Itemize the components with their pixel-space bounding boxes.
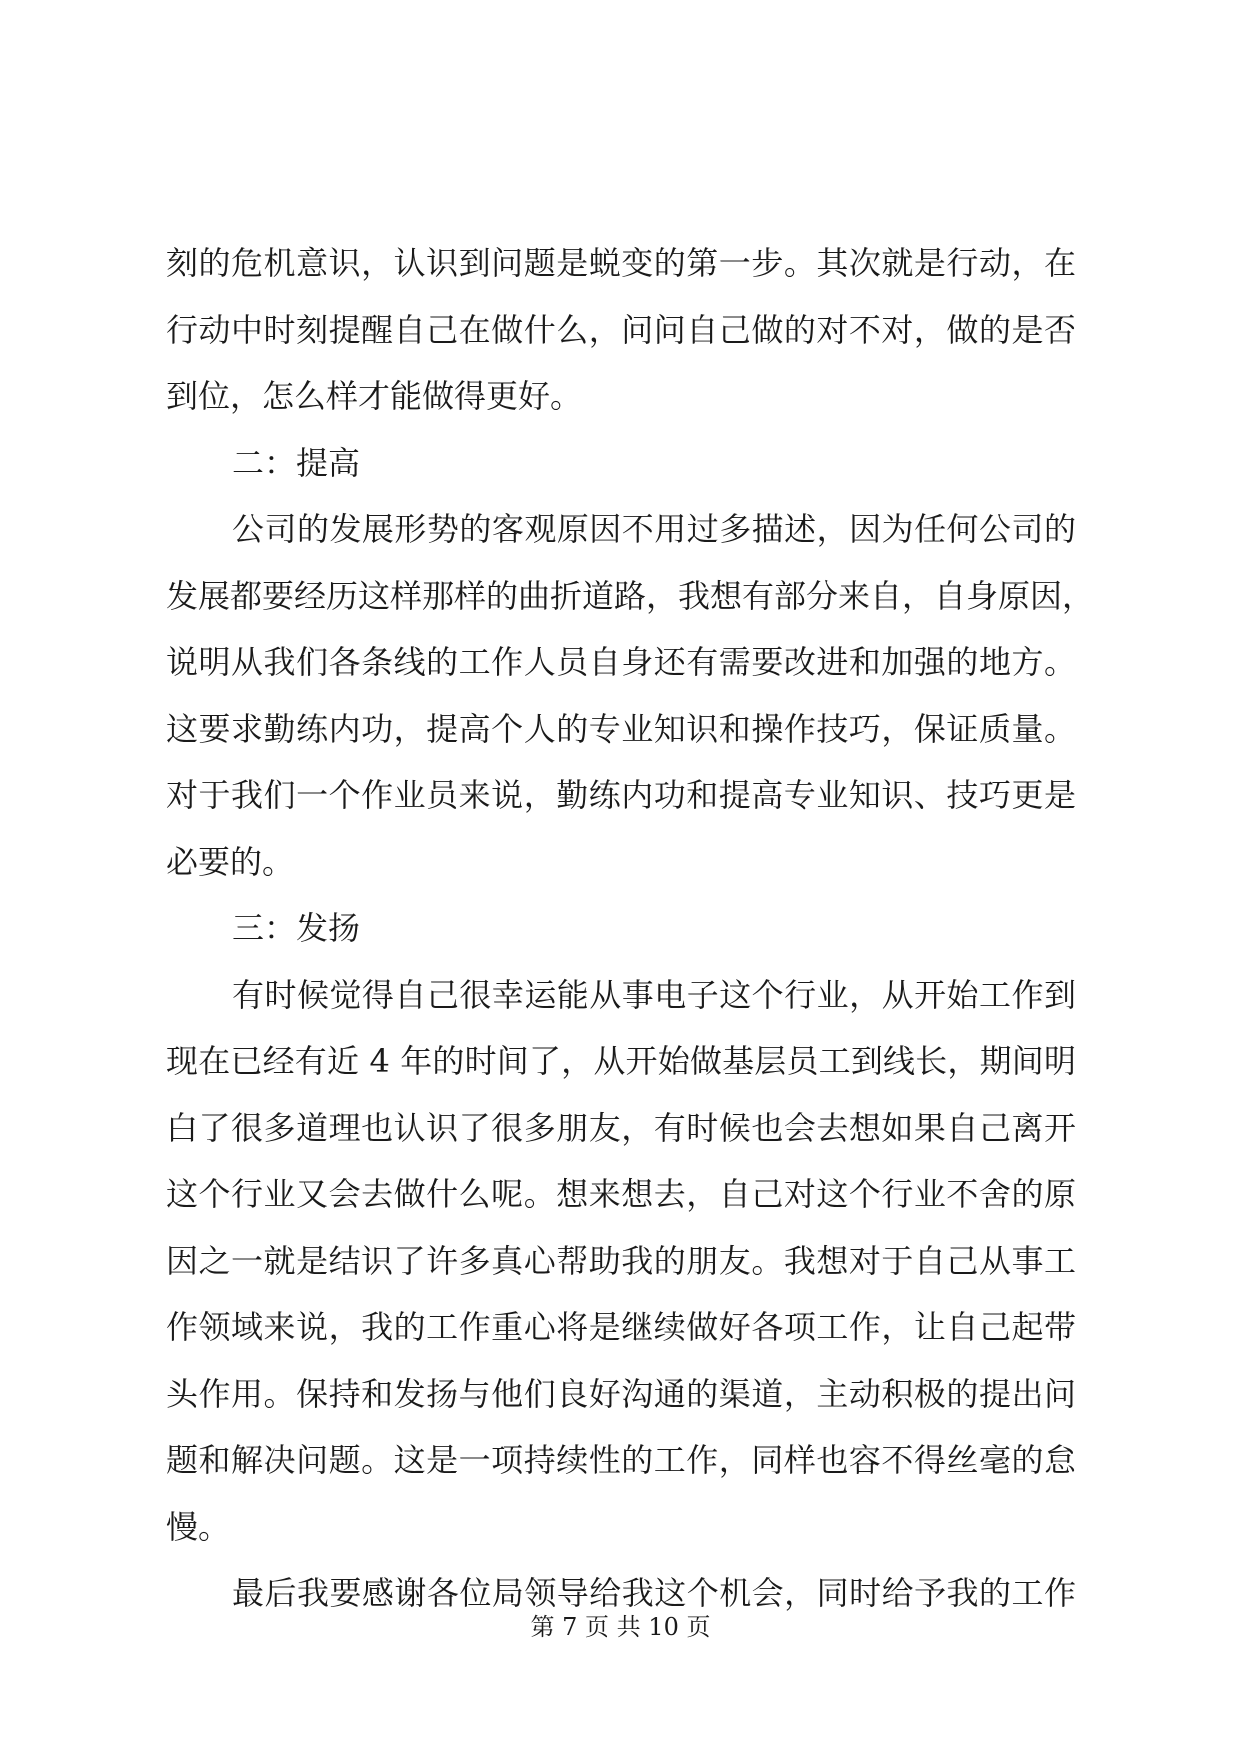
text-line: 白了很多道理也认识了很多朋友，有时候也会去想如果自己离开 (166, 1108, 1076, 1147)
page-number-label: 第 7 页 共 10 页 (530, 1613, 711, 1641)
text-line: 行动中时刻提醒自己在做什么，问问自己做的对不对，做的是否 (166, 310, 1076, 349)
text-line: 说明从我们各条线的工作人员自身还有需要改进和加强的地方。 (166, 643, 1076, 681)
text-line: 头作用。保持和发扬与他们良好沟通的渠道，主动积极的提出问 (166, 1374, 1076, 1413)
text-line: 公司的发展形势的客观原因不用过多描述，因为任何公司的 (232, 510, 1076, 548)
text-line: 刻的危机意识，认识到问题是蜕变的第一步。其次就是行动，在 (166, 244, 1076, 282)
text-line: 最后我要感谢各位局领导给我这个机会，同时给予我的工作 (232, 1574, 1076, 1612)
section-heading: 三：发扬 (232, 909, 361, 947)
text-line: 这个行业又会去做什么呢。想来想去，自己对这个行业不舍的原 (166, 1175, 1076, 1213)
text-line: 对于我们一个作业员来说，勤练内功和提高专业知识、技巧更是 (166, 776, 1076, 814)
document-body (166, 230, 1095, 1627)
page-footer (0, 1612, 1241, 1642)
text-line: 慢。 (166, 1507, 231, 1546)
text-line: 必要的。 (166, 842, 295, 881)
text-line: 这要求勤练内功，提高个人的专业知识和操作技巧，保证质量。 (166, 709, 1076, 748)
text-line: 到位，怎么样才能做得更好。 (166, 377, 583, 415)
text-line: 题和解决问题。这是一项持续性的工作，同样也容不得丝毫的怠 (166, 1441, 1076, 1479)
section-heading: 二：提高 (232, 443, 361, 482)
text-line: 有时候觉得自己很幸运能从事电子这个行业，从开始工作到 (232, 975, 1076, 1014)
text-line: 发展都要经历这样那样的曲折道路，我想有部分来自，自身原因， (166, 576, 1095, 615)
text-line: 因之一就是结识了许多真心帮助我的朋友。我想对于自己从事工 (166, 1241, 1076, 1280)
text-line: 作领域来说，我的工作重心将是继续做好各项工作，让自己起带 (166, 1308, 1076, 1346)
text-line: 现在已经有近 4 年的时间了，从开始做基层员工到线长，期间明 (166, 1042, 1076, 1080)
